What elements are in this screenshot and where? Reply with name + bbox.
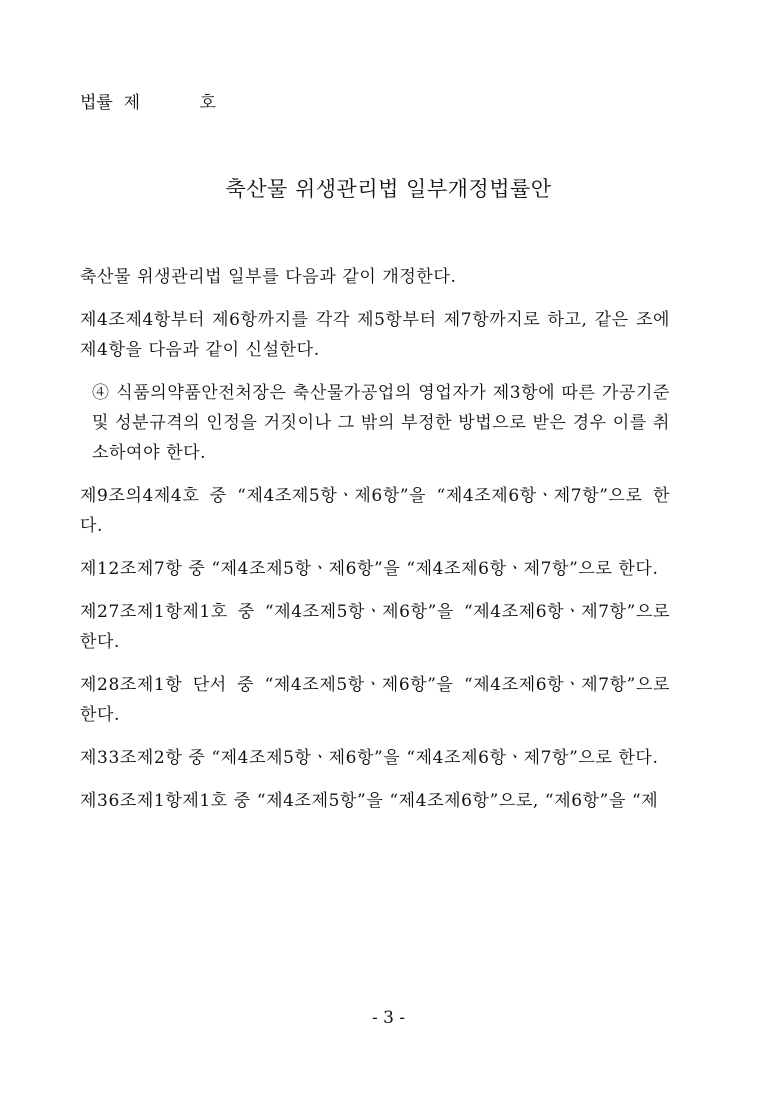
amendment-article-27: 제27조제1항제1호 중 “제4조제5항ㆍ제6항”을 “제4조제6항ㆍ제7항”으로 한다. [80,602,670,652]
document-title: 축산물 위생관리법 일부개정법률안 [225,177,552,201]
amendment-article-33: 제33조제2항 중 “제4조제5항ㆍ제6항”을 “제4조제6항ㆍ제7항”으로 한다. [80,748,659,768]
amendment-article-28: 제28조제1항 단서 중 “제4조제5항ㆍ제6항”을 “제4조제6항ㆍ제7항”으로 한다. [80,675,670,725]
page-number: - 3 - [371,1008,406,1028]
new-paragraph-4: ④ 식품의약품안전처장은 축산물가공업의 영업자가 제3항에 따른 가공기준 및 성분규격의 인정을 거짓이나 그 밖의 부정한 방법으로 받은 경우 이를 취소하여야 한다. [92,383,670,463]
law-number-header: 법률 제 호 [80,93,216,113]
amendment-article-12: 제12조제7항 중 “제4조제5항ㆍ제6항”을 “제4조제6항ㆍ제7항”으로 한다. [80,559,659,579]
amendment-intro: 축산물 위생관리법 일부를 다음과 같이 개정한다. [80,267,457,287]
amendment-article-36: 제36조제1항제1호 중 “제4조제5항”을 “제4조제6항”으로, “제6항”을 “제 [80,791,659,811]
amendment-article-4: 제4조제4항부터 제6항까지를 각각 제5항부터 제7항까지로 하고, 같은 조에 제4항을 다음과 같이 신설한다. [80,310,670,360]
amendment-article-9-4: 제9조의4제4호 중 “제4조제5항ㆍ제6항”을 “제4조제6항ㆍ제7항”으로 한다. [80,486,670,536]
document-body [80,262,670,829]
